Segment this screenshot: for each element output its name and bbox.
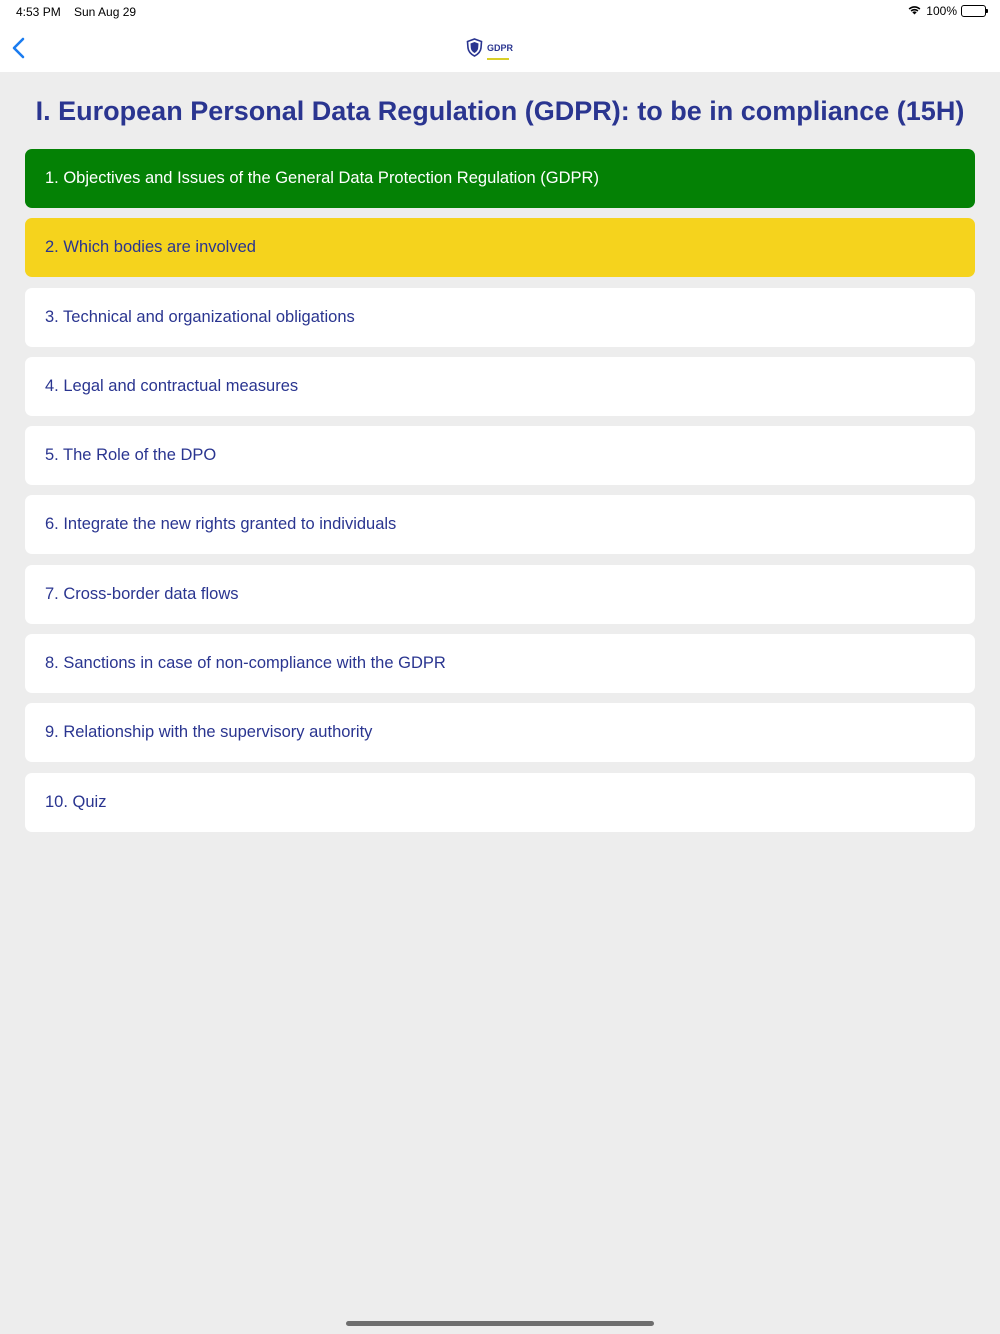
lesson-item-9[interactable]: 9. Relationship with the supervisory authority <box>25 703 975 762</box>
lesson-item-1[interactable]: 1. Objectives and Issues of the General Data Protection Regulation (GDPR) <box>25 149 975 208</box>
lesson-item-4[interactable]: 4. Legal and contractual measures <box>25 357 975 416</box>
lesson-item-3[interactable]: 3. Technical and organizational obligations <box>25 288 975 347</box>
wifi-icon <box>907 4 922 18</box>
chevron-left-icon <box>6 49 34 66</box>
shield-icon <box>466 38 483 62</box>
back-button[interactable] <box>6 34 34 62</box>
lesson-item-8[interactable]: 8. Sanctions in case of non-compliance with the GDPR <box>25 634 975 693</box>
status-bar <box>0 0 1000 24</box>
home-indicator[interactable] <box>346 1321 654 1326</box>
battery-icon <box>961 5 986 17</box>
app-logo <box>466 38 518 60</box>
status-indicators <box>907 4 986 18</box>
page-title: I. European Personal Data Regulation (GDPR): to be in compliance (15H) <box>35 96 965 126</box>
lesson-item-5[interactable]: 5. The Role of the DPO <box>25 426 975 485</box>
lesson-item-7[interactable]: 7. Cross-border data flows <box>25 565 975 624</box>
lesson-list <box>25 149 975 842</box>
logo-text: GDPR <box>487 43 514 53</box>
logo-underline <box>487 58 509 60</box>
lesson-item-2[interactable]: 2. Which bodies are involved <box>25 218 975 277</box>
navigation-bar <box>0 24 1000 72</box>
status-time: 4:53 PM <box>16 5 61 19</box>
status-date: Sun Aug 29 <box>74 5 137 19</box>
battery-percent: 100% <box>926 4 957 18</box>
lesson-item-6[interactable]: 6. Integrate the new rights granted to individuals <box>25 495 975 554</box>
lesson-item-10[interactable]: 10. Quiz <box>25 773 975 832</box>
